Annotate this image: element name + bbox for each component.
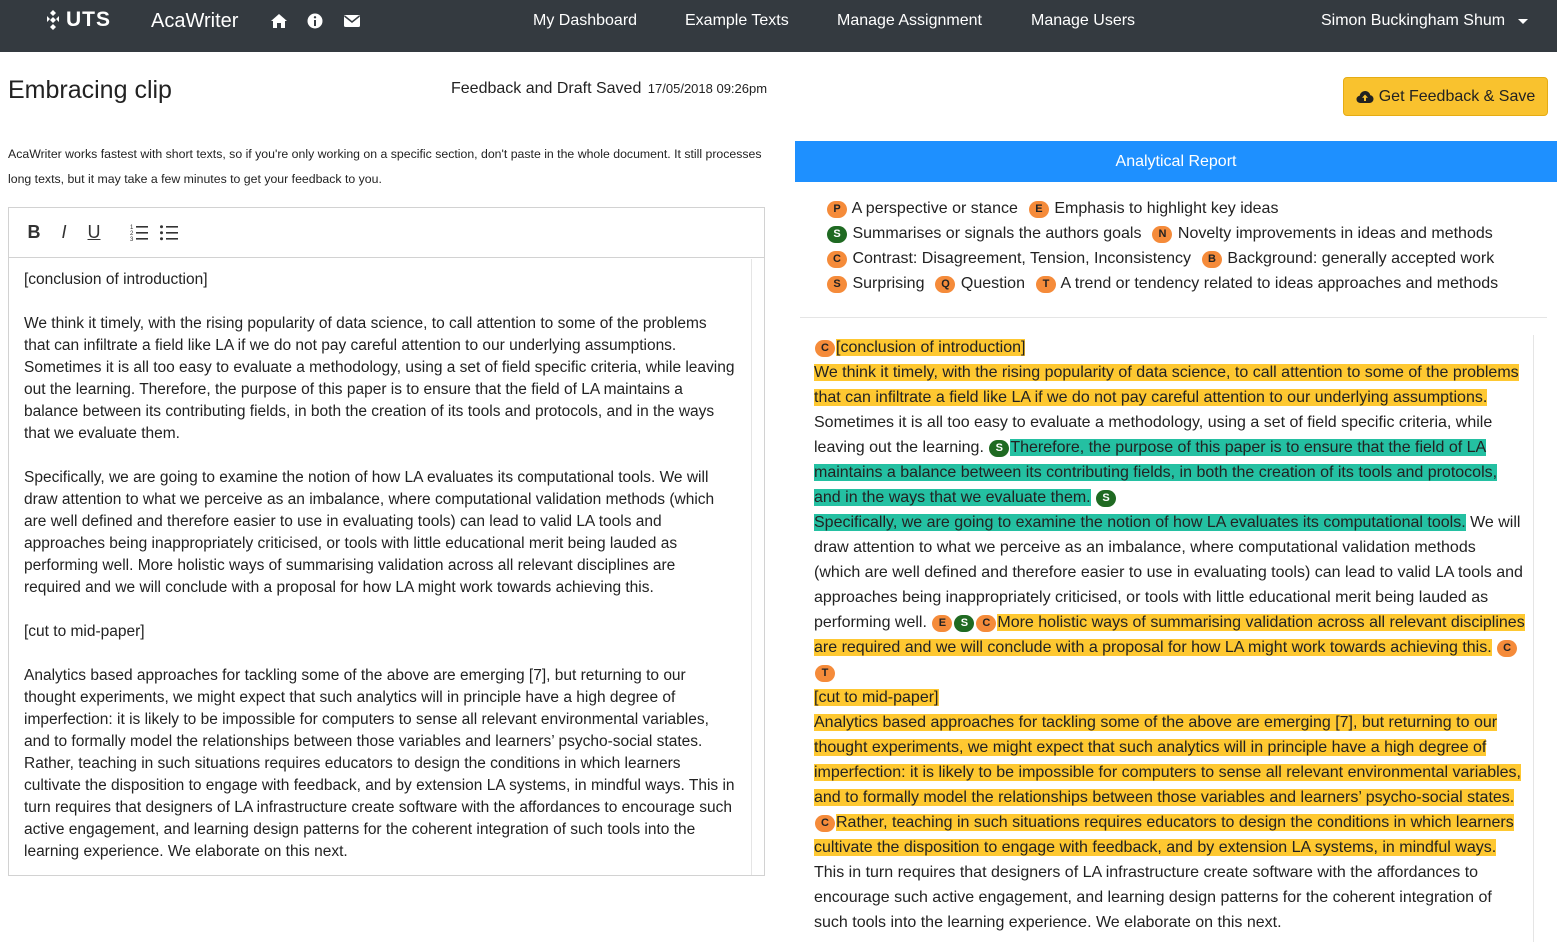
user-menu-caret-icon[interactable] [1518, 19, 1528, 24]
annotation-badge-t[interactable]: T [815, 665, 835, 682]
text-editor [8, 207, 765, 876]
highlighted-sentence: Analytics based approaches for tackling some of the above are emerging [7], but returning to our thought experiments, we might expect that such analytics will in principle have a high degree of imperfection: it is likely to be impossible for computers to sense all relevant environmental variables, and to formally model the relationships between those variables and learners’ psycho-social states. [814, 714, 1521, 806]
editor-scrollbar[interactable] [751, 259, 752, 875]
annotation-badge-s[interactable]: S [1096, 490, 1116, 507]
info-icon[interactable] [306, 12, 324, 30]
editor-paragraph: Specifically, we are going to examine the notion of how LA evaluates its computational tools. We will draw attention to what we perceive as an imbalance, where computational validation methods (which are well defined and therefore easier to use in evaluating tools) can lead to valid LA tools and approaches being inappropriately criticised, or tools with little educational merit being lauded as performing well. More holistic ways of summarising validation across all relevant disciplines are required and we will conclude with a proposal for how LA might work towards achieving this. [24, 469, 715, 596]
nav-manage-users[interactable]: Manage Users [1031, 12, 1136, 29]
home-icon[interactable] [270, 12, 288, 30]
editor-paragraph: [cut to mid-paper] [24, 623, 145, 640]
save-timestamp: 17/05/2018 09:26pm [647, 81, 768, 96]
svg-text:1: 1 [130, 225, 134, 231]
legend-label: Novelty improvements in ideas and methods [1173, 225, 1493, 242]
annotation-badge-c[interactable]: C [815, 815, 835, 832]
annotation-badge-e[interactable]: E [1029, 201, 1049, 218]
report-sentence: Sometimes it is all too easy to evaluate a methodology, using a set of field specific criteria, while leaving out the learning. [814, 414, 1493, 456]
highlighted-sentence: More holistic ways of summarising validation across all relevant disciplines are required and we will conclude with a proposal for how LA might work towards achieving this. [814, 614, 1525, 656]
legend-item [1028, 200, 1279, 217]
annotation-badge-c[interactable]: C [1497, 640, 1517, 657]
annotation-badge-s[interactable]: S [954, 615, 974, 632]
bold-button[interactable]: B [27, 222, 41, 242]
legend-label: Question [956, 275, 1025, 292]
report-paragraph [814, 710, 1526, 935]
legend-label: Surprising [848, 275, 925, 292]
envelope-icon[interactable] [343, 12, 361, 30]
usage-hint: AcaWriter works fastest with short texts, so if you're only working on a specific section, don't paste in the whole document. It still processes long texts, but it may take a few minutes to get your feedback to you. [8, 147, 762, 186]
uts-logo[interactable] [46, 8, 111, 32]
annotation-badge-p[interactable]: P [827, 201, 847, 218]
legend-item [826, 200, 1018, 217]
brand-name[interactable]: AcaWriter [151, 10, 239, 32]
annotation-badge-n[interactable]: N [1152, 226, 1172, 243]
report-paragraph [814, 685, 1526, 710]
user-menu[interactable]: Simon Buckingham Shum [1321, 12, 1506, 29]
highlighted-sentence: [conclusion of introduction] [836, 339, 1026, 356]
editor-content-area[interactable] [9, 259, 764, 875]
annotation-badge-e[interactable]: E [932, 615, 952, 632]
report-sentence [1091, 489, 1095, 506]
nav-my-dashboard[interactable]: My Dashboard [533, 12, 638, 29]
highlighted-sentence: [cut to mid-paper] [814, 689, 939, 706]
legend-label: Background: generally accepted work [1222, 250, 1495, 267]
legend-item [826, 250, 1191, 267]
svg-text:3: 3 [130, 237, 134, 242]
highlighted-sentence: Therefore, the purpose of this paper is to ensure that the field of LA maintains a balance between its contributing fields, in both the creation of its tools and protocols, and in the ways that we evaluate them. [814, 439, 1498, 506]
analytical-report-header: Analytical Report [795, 141, 1557, 182]
report-paragraph [814, 335, 1526, 360]
get-feedback-save-label: Get Feedback & Save [1378, 87, 1536, 105]
annotation-badge-s[interactable]: S [827, 276, 847, 293]
legend-row [826, 221, 1508, 246]
editor-text[interactable] [24, 269, 736, 875]
report-scroll-area[interactable] [800, 335, 1534, 942]
get-feedback-save-button[interactable] [1343, 77, 1548, 116]
legend-item [1151, 225, 1492, 242]
highlighted-sentence: Rather, teaching in such situations requires educators to design the conditions in which learners cultivate the disposition to engage with feedback, and by extension LA systems, in mindful ways. [814, 814, 1514, 856]
bullet-list-icon[interactable] [159, 222, 179, 242]
annotation-badge-b[interactable]: B [1202, 251, 1222, 268]
analytical-legend [826, 196, 1508, 296]
save-status [451, 80, 767, 98]
document-title: Embracing clip [8, 76, 172, 104]
editor-paragraph: [conclusion of introduction] [24, 271, 208, 288]
legend-row [826, 271, 1508, 296]
legend-label: Contrast: Disagreement, Tension, Inconsistency [848, 250, 1191, 267]
underline-button[interactable]: U [87, 222, 101, 242]
save-status-label: Feedback and Draft Saved [451, 80, 642, 97]
nav-manage-assignment[interactable]: Manage Assignment [837, 12, 982, 29]
legend-label: A perspective or stance [848, 200, 1018, 217]
report-paragraph [814, 360, 1526, 510]
svg-text:2: 2 [130, 231, 134, 237]
ordered-list-icon[interactable] [129, 222, 149, 242]
cloud-upload-icon [1356, 90, 1374, 104]
highlighted-sentence: Specifically, we are going to examine the notion of how LA evaluates its computational tools. [814, 514, 1466, 531]
legend-row [826, 196, 1508, 221]
editor-paragraph: Analytics based approaches for tackling some of the above are emerging [7], but returning to our thought experiments, we might expect that such analytics will in principle have a high degree of imperfection: it is likely to be impossible for computers to sense all relevant environmental variables, and to formally model the relationships between those variables and learners’ psycho-social states. Rather, teaching in such situations requires educators to design the conditions in which learners cultivate the disposition to engage with feedback, and by extension LA systems, in mindful ways. This in turn requires that designers of LA infrastructure create software with the affordances to encourage such active engagement, and learning design patterns for the coherent integration of such tools into the learning experience. We elaborate on this next. [24, 667, 735, 860]
uts-crest-icon [46, 9, 60, 31]
editor-paragraph: We think it timely, with the rising popularity of data science, to call attention to some of the problems that can infiltrate a field like LA if we do not pay careful attention to our underlying assumptions. Sometimes it is all too easy to evaluate a methodology, using a set of field specific criteria, while leaving out the learning. Therefore, the purpose of this paper is to ensure that the field of LA maintains a balance between its contributing fields, in both the creation of its tools and protocols, and in the ways that we evaluate them. [24, 315, 735, 442]
annotation-badge-t[interactable]: T [1036, 276, 1056, 293]
nav-example-texts[interactable]: Example Texts [685, 12, 789, 29]
top-navbar [0, 0, 1557, 52]
italic-button[interactable]: I [61, 222, 67, 242]
legend-divider [800, 317, 1547, 318]
annotation-badge-q[interactable]: Q [935, 276, 955, 293]
editor-toolbar [9, 208, 764, 258]
highlighted-sentence: We think it timely, with the rising popularity of data science, to call attention to some of the problems that can infiltrate a field like LA if we do not pay careful attention to our underlying assumptions. [814, 364, 1519, 406]
legend-item [1201, 250, 1494, 267]
annotation-badge-c[interactable]: C [827, 251, 847, 268]
legend-item [934, 275, 1024, 292]
report-paragraph [814, 510, 1526, 685]
legend-row [826, 246, 1508, 271]
annotation-badge-s[interactable]: S [827, 226, 847, 243]
report-text [814, 335, 1526, 935]
report-sentence: We will draw attention to what we perceive as an imbalance, where computational validation methods (which are well defined and therefore easier to use in evaluating tools) can lead to valid LA tools and approaches being inappropriately criticised, or tools with little educational merit being lauded as performing well. [814, 514, 1523, 631]
legend-item [826, 225, 1141, 242]
report-sentence [1492, 639, 1496, 656]
legend-item [826, 275, 924, 292]
annotation-badge-s[interactable]: S [989, 440, 1009, 457]
legend-item [1035, 275, 1498, 292]
annotation-badge-c[interactable]: C [815, 340, 835, 357]
legend-label: Emphasis to highlight key ideas [1049, 200, 1279, 217]
legend-label: A trend or tendency related to ideas approaches and methods [1056, 275, 1499, 292]
legend-label: Summarises or signals the authors goals [848, 225, 1142, 242]
logo-text: UTS [66, 8, 111, 31]
report-sentence: This in turn requires that designers of LA infrastructure create software with the affordances to encourage such active engagement, and learning design patterns for the coherent integration of such tools into the learning experience. We elaborate on this next. [814, 864, 1492, 931]
annotation-badge-c[interactable]: C [976, 615, 996, 632]
